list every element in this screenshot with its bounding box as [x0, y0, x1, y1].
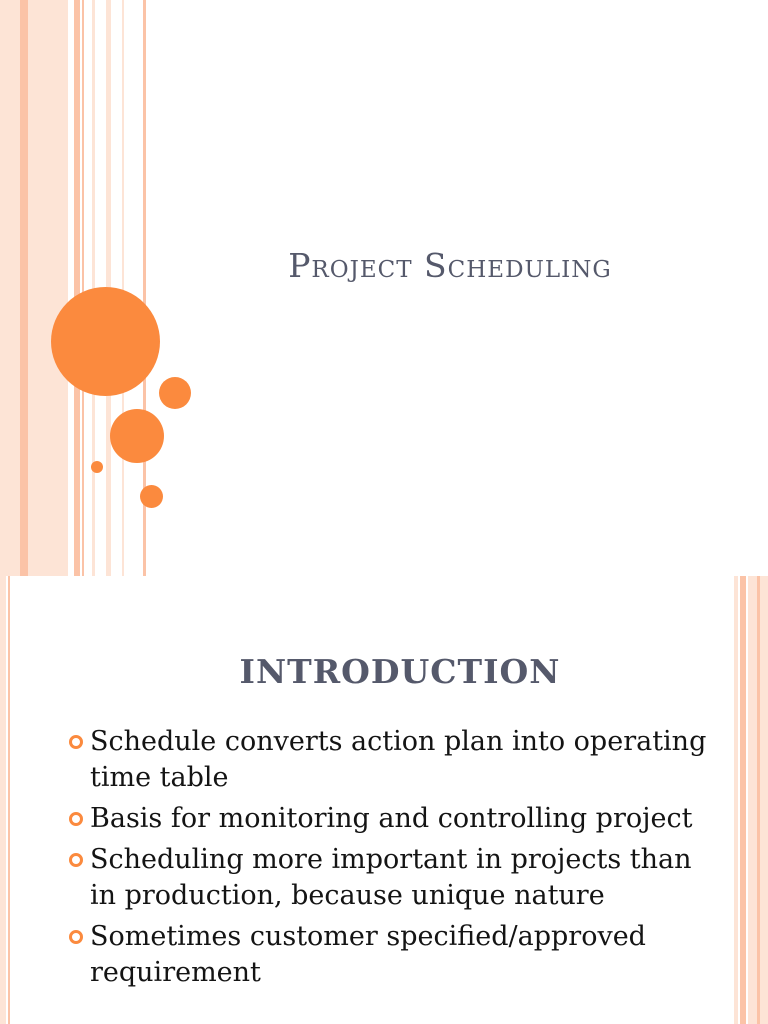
decorative-stripe — [74, 0, 80, 576]
bullet-text: Scheduling more important in projects than in production, because unique nature — [90, 844, 692, 911]
hollow-circle-bullet-icon — [69, 812, 83, 826]
decorative-circle — [110, 409, 164, 463]
slide-title: Project Scheduling — [288, 246, 612, 285]
decorative-stripe — [20, 0, 28, 576]
decorative-circle-large — [51, 287, 160, 396]
decorative-stripe — [0, 0, 20, 576]
bullet-list — [68, 724, 718, 996]
decorative-circle — [140, 485, 163, 508]
content-slide — [0, 576, 768, 1024]
slide-title: INTRODUCTION — [239, 652, 561, 691]
decorative-circle — [159, 377, 191, 409]
hollow-circle-bullet-icon — [69, 853, 83, 867]
bullet-text: Sometimes customer specified/approved requirement — [90, 921, 646, 988]
decorative-stripe — [122, 0, 124, 576]
decorative-stripe — [82, 0, 84, 576]
hollow-circle-bullet-icon — [69, 735, 83, 749]
list-item — [68, 801, 718, 837]
bullet-text: Basis for monitoring and controlling project — [90, 803, 693, 834]
decorative-stripe — [734, 576, 738, 1024]
decorative-stripe — [740, 576, 746, 1024]
list-item — [68, 919, 718, 991]
decorative-stripe — [757, 576, 760, 1024]
list-item — [68, 724, 718, 796]
decorative-stripe — [28, 0, 68, 576]
list-item — [68, 842, 718, 914]
decorative-stripe — [0, 576, 6, 1024]
hollow-circle-bullet-icon — [69, 930, 83, 944]
decorative-stripe — [8, 576, 10, 1024]
bullet-text: Schedule converts action plan into operating time table — [90, 726, 707, 793]
decorative-circle-small — [91, 461, 103, 473]
